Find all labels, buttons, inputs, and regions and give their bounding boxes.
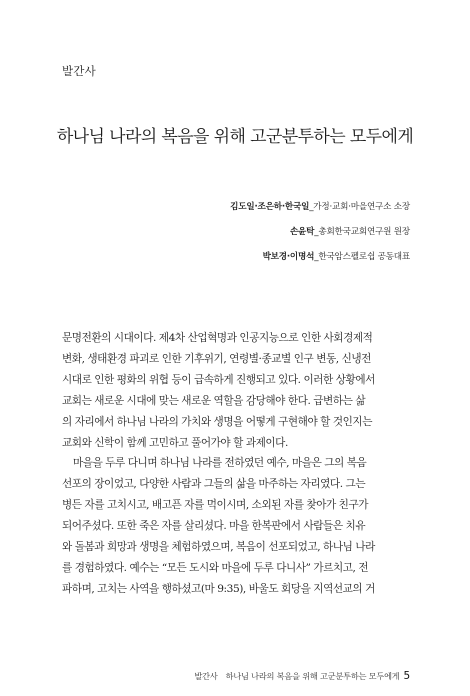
- author-names: 김도일·조은하·한국일: [230, 202, 310, 212]
- author-line: [230, 195, 410, 220]
- body-line: 를 경험하였다. 예수는 “모든 도시와 마을에 두루 다니사” 가르치고, 전: [62, 561, 369, 574]
- author-list: [230, 195, 410, 270]
- body-line: 변화, 생태환경 파괴로 인한 기후위기, 연령별·종교별 인구 변동, 신냉전: [62, 352, 371, 365]
- section-label: 발간사: [62, 64, 96, 78]
- body-line: 파하며, 고치는 사역을 행하셨고(마 9:35), 바울도 회당을 지역선교의 거: [62, 582, 375, 595]
- footer-title: 하나님 나라의 복음을 위해 고군분투하는 모두에게: [225, 671, 400, 681]
- page-footer: [194, 670, 410, 682]
- body-line: 시대로 인한 평화의 위협 등이 급속하게 진행되고 있다. 이러한 상황에서: [62, 373, 375, 386]
- page-number: 5: [403, 670, 410, 682]
- body-line: 와 돌봄과 희망과 생명을 체험하였으며, 복음이 선포되었고, 하나님 나라: [62, 541, 375, 554]
- body-line: 병든 자를 고치시고, 배고픈 자를 먹이시며, 소외된 자를 찾아가 친구가: [62, 499, 369, 512]
- author-names: 손윤탁: [289, 227, 315, 237]
- body-text: [62, 328, 410, 600]
- author-names: 박보경·이명석: [262, 252, 315, 262]
- body-line: 문명전환의 시대이다. 제4차 산업혁명과 인공지능으로 인한 사회경제적: [62, 332, 373, 344]
- author-affiliation: _한국암스펠로쉽 공동대표: [314, 252, 410, 262]
- author-affiliation: _총회한국교회연구원 원장: [314, 227, 410, 237]
- body-line: 선포의 장이었고, 다양한 사람과 그들의 삶을 마주하는 자리였다. 그는: [62, 478, 366, 491]
- author-affiliation: _가정·교회·마을연구소 소장: [309, 202, 410, 212]
- body-line: 교회는 새로운 시대에 맞는 새로운 역할을 감당해야 한다. 급변하는 삶: [62, 394, 366, 407]
- body-line: 의 자리에서 하나님 나라의 가치와 생명을 어떻게 구현해야 할 것인지는: [62, 415, 372, 428]
- body-line: 교회와 신학이 함께 고민하고 풀어가야 할 과제이다.: [62, 436, 288, 449]
- body-line: 되어주셨다. 또한 죽은 자를 살리셨다. 마을 한복판에서 사람들은 치유: [62, 520, 366, 533]
- article-title: 하나님 나라의 복음을 위해 고군분투하는 모두에게: [56, 127, 414, 147]
- footer-section-label: 발간사: [194, 671, 218, 681]
- author-line: [230, 220, 410, 245]
- body-line: 마을을 두루 다니며 하나님 나라를 전하였던 예수, 마을은 그의 복음: [73, 457, 367, 470]
- author-line: [230, 245, 410, 270]
